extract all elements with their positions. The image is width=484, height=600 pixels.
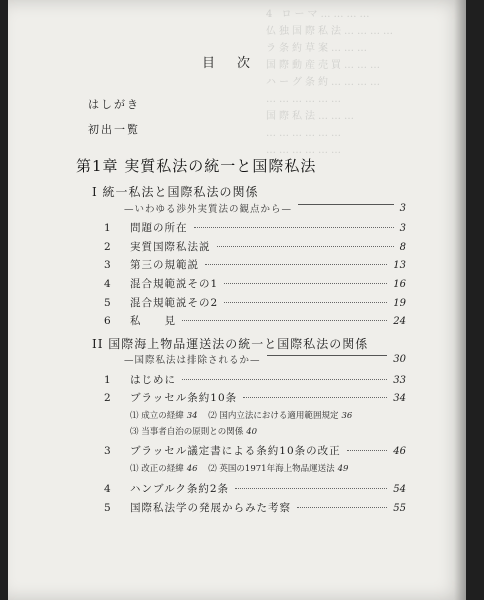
- toc-row: 1 問題の所在 3: [104, 222, 406, 234]
- toc-row: 5 国際私法学の発展からみた考察 55: [104, 502, 406, 514]
- toc-row: 2 ブラッセル条約10条 34: [104, 392, 406, 404]
- section-subtitle-1: —いわゆる渉外実質法の観点から— 3: [124, 202, 406, 215]
- front-matter-sources: 初出一覧: [88, 123, 140, 136]
- toc-row: 2 実質国際私法説 8: [104, 241, 406, 253]
- toc-row: 6 私 見 24: [104, 315, 406, 327]
- page-gutter-shadow: [454, 0, 466, 600]
- bleed-through-text: 4 ローマ………… 仏独国際私法………… ラ条約草案……… 国際動産売買……… ハーグ条約………… ……………… 国際私法……… ……………… ………………: [266, 9, 396, 156]
- chapter-heading: 第1章 実質私法の統一と国際私法: [76, 157, 317, 175]
- toc-row: 3 ブラッセル議定書による条約10条の改正 46: [104, 445, 406, 457]
- toc-subitem-row: ⑴ 成立の経緯 34 ⑵ 国内立法における適用範囲規定 36: [130, 411, 353, 421]
- page-title: 目次: [201, 56, 272, 71]
- toc-row: 4 混合規範説その1 16: [104, 278, 406, 290]
- toc-row: 5 混合規範説その2 19: [104, 297, 406, 309]
- toc-row: 3 第三の規範説 13: [104, 259, 406, 271]
- section-heading-2: II 国際海上物品運送法の統一と国際私法の関係: [92, 337, 369, 351]
- toc-subitem-row: ⑴ 改正の経緯 46 ⑵ 英国の1971年海上物品運送法 49: [130, 464, 349, 474]
- section-subtitle-2: —国際私法は排除されるか— 30: [124, 353, 406, 366]
- toc-row: 1 はじめに 33: [104, 374, 406, 386]
- book-page: [8, 0, 466, 600]
- toc-row: 4 ハンブルク条約2条 54: [104, 483, 406, 495]
- front-matter-preface: はしがき: [88, 98, 140, 111]
- toc-subitem-row: ⑶ 当事者自治の原則との関係 40: [130, 427, 258, 437]
- section-heading-1: I 統一私法と国際私法の関係: [92, 185, 259, 199]
